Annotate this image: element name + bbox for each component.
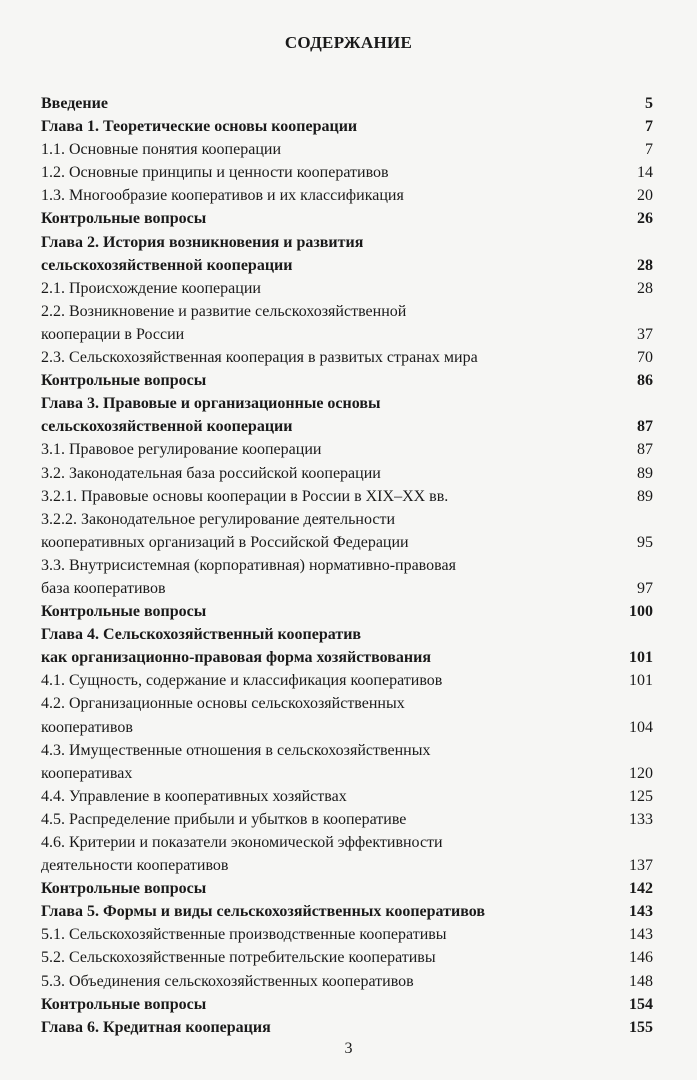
toc-entry xyxy=(41,900,653,923)
toc-entry xyxy=(41,300,653,323)
toc-entry-text: Глава 6. Кредитная кооперация xyxy=(41,1018,271,1036)
toc-entry-page: 7 xyxy=(645,141,653,159)
toc-entry-page: 86 xyxy=(637,372,653,390)
toc-entry xyxy=(41,646,653,669)
toc-entry xyxy=(41,623,653,646)
toc-entry-text: Контрольные вопросы xyxy=(41,880,207,898)
toc-entry xyxy=(41,485,653,508)
toc-entry xyxy=(41,462,653,485)
toc-entry-text: Глава 5. Формы и виды сельскохозяйственных кооперативов xyxy=(41,903,485,921)
toc-entry xyxy=(41,392,653,415)
toc-entry-text: Глава 2. История возникновения и развития xyxy=(41,233,364,251)
toc-entry-page: 14 xyxy=(637,164,653,182)
toc-entry-text: Глава 4. Сельскохозяйственный кооператив xyxy=(41,626,362,644)
toc-entry xyxy=(41,692,653,715)
toc-entry-text: 1.3. Многообразие кооперативов и их классификация xyxy=(41,187,404,205)
toc-entry-text: 1.2. Основные принципы и ценности кооперативов xyxy=(41,164,389,182)
toc-entry xyxy=(41,854,653,877)
toc-entry-text: Глава 1. Теоретические основы кооперации xyxy=(41,118,358,136)
toc-entry-page: 87 xyxy=(637,418,653,436)
toc-entry-page: 89 xyxy=(637,487,653,505)
toc-entry-text: Контрольные вопросы xyxy=(41,372,207,390)
toc-entry xyxy=(41,115,653,138)
toc-entry-page: 148 xyxy=(629,972,653,990)
toc-entry xyxy=(41,161,653,184)
toc-entry-text: кооперативов xyxy=(41,718,133,736)
toc-entry-text: кооперативных организаций в Российской Федерации xyxy=(41,533,409,551)
toc-entry-page: 87 xyxy=(637,441,653,459)
toc-entry-page: 28 xyxy=(637,256,653,274)
toc-entry-text: 2.1. Происхождение кооперации xyxy=(41,279,261,297)
toc-entry-page: 143 xyxy=(629,926,653,944)
toc-entry-page: 101 xyxy=(629,649,653,667)
toc-entry-text: база кооперативов xyxy=(41,579,166,597)
toc-entry-page: 100 xyxy=(629,603,653,621)
toc-entry-text: 2.2. Возникновение и развитие сельскохозяйственной xyxy=(41,302,407,320)
toc-entry-text: 4.6. Критерии и показатели экономической эффективности xyxy=(41,834,443,851)
toc-entry-text: 3.1. Правовое регулирование кооперации xyxy=(41,441,322,459)
toc-entry-text: кооперации в России xyxy=(41,325,185,343)
toc-entry xyxy=(41,577,653,600)
toc-entry-page: 120 xyxy=(629,764,653,782)
toc-entry xyxy=(41,600,653,623)
toc-entry-page: 37 xyxy=(637,325,653,343)
toc-entry-page: 125 xyxy=(629,787,653,805)
toc-entry xyxy=(41,923,653,946)
toc-entry-page: 70 xyxy=(637,349,653,367)
toc-entry xyxy=(41,1016,653,1039)
toc-entry xyxy=(41,739,653,762)
toc-entry-text: сельскохозяйственной кооперации xyxy=(41,418,293,436)
toc-entry-text: Контрольные вопросы xyxy=(41,603,207,621)
toc-entry xyxy=(41,669,653,692)
toc-entry xyxy=(41,92,653,115)
toc-entry xyxy=(41,369,653,392)
toc-entry xyxy=(41,184,653,207)
toc-entry-page: 133 xyxy=(629,810,653,828)
toc-entry xyxy=(41,323,653,346)
toc-entry xyxy=(41,993,653,1016)
toc-entry-text: Глава 3. Правовые и организационные основы xyxy=(41,395,381,413)
toc-entry-text: деятельности кооперативов xyxy=(41,857,229,875)
toc-entry-page: 154 xyxy=(629,995,653,1013)
toc-entry-text: 4.1. Сущность, содержание и классификация кооперативов xyxy=(41,672,443,690)
page-number: 3 xyxy=(344,1040,353,1057)
toc-entry-text: 4.5. Распределение прибыли и убытков в кооперативе xyxy=(41,810,407,828)
toc-entry xyxy=(41,531,653,554)
toc-entry-text: 5.1. Сельскохозяйственные производственные кооперативы xyxy=(41,926,447,944)
toc-entry xyxy=(41,138,653,161)
toc-entry-text: 4.4. Управление в кооперативных хозяйствах xyxy=(41,787,347,805)
toc-entry-text: как организационно-правовая форма хозяйствования xyxy=(41,649,432,667)
toc-entry-text: 1.1. Основные понятия кооперации xyxy=(41,141,281,159)
toc-entry-text: Контрольные вопросы xyxy=(41,995,207,1013)
toc-entry xyxy=(41,831,653,854)
table-of-contents xyxy=(41,92,653,1039)
toc-entry-page: 95 xyxy=(637,533,653,551)
toc-entry xyxy=(41,508,653,531)
toc-entry xyxy=(41,946,653,969)
toc-entry-page: 28 xyxy=(637,279,653,297)
toc-entry xyxy=(41,207,653,230)
toc-entry-page: 101 xyxy=(629,672,653,690)
toc-entry-page: 5 xyxy=(645,95,653,112)
toc-entry-text: 3.3. Внутрисистемная (корпоративная) нормативно-правовая xyxy=(41,556,456,574)
toc-entry-text: 5.3. Объединения сельскохозяйственных кооперативов xyxy=(41,972,414,990)
toc-entry-text: 4.2. Организационные основы сельскохозяйственных xyxy=(41,695,405,713)
toc-entry xyxy=(41,277,653,300)
toc-entry xyxy=(41,877,653,900)
toc-entry xyxy=(41,231,653,254)
toc-entry-page: 97 xyxy=(637,579,653,597)
toc-entry xyxy=(41,762,653,785)
toc-entry-page: 7 xyxy=(645,118,653,136)
toc-entry-page: 137 xyxy=(629,857,653,875)
toc-entry-text: кооперативах xyxy=(41,764,133,782)
toc-entry-text: Введение xyxy=(41,95,108,112)
toc-entry-text: 3.2.1. Правовые основы кооперации в России в XIX–XX вв. xyxy=(41,487,449,505)
toc-entry xyxy=(41,415,653,438)
toc-entry-page: 143 xyxy=(629,903,653,921)
toc-entry-page: 20 xyxy=(637,187,653,205)
toc-entry-page: 155 xyxy=(629,1018,653,1036)
toc-entry-text: 5.2. Сельскохозяйственные потребительские кооперативы xyxy=(41,949,436,967)
toc-entry xyxy=(41,438,653,461)
toc-entry-page: 104 xyxy=(629,718,653,736)
toc-entry xyxy=(41,808,653,831)
toc-entry-page: 26 xyxy=(637,210,653,228)
toc-entry-text: сельскохозяйственной кооперации xyxy=(41,256,293,274)
toc-entry xyxy=(41,254,653,277)
page-title: СОДЕРЖАНИЕ xyxy=(284,33,413,52)
toc-entry-text: 3.2. Законодательная база российской кооперации xyxy=(41,464,381,482)
toc-entry-page: 146 xyxy=(629,949,653,967)
toc-entry xyxy=(41,970,653,993)
toc-entry-page: 142 xyxy=(629,880,653,898)
toc-entry-text: 3.2.2. Законодательное регулирование деятельности xyxy=(41,510,396,528)
toc-entry-text: 2.3. Сельскохозяйственная кооперация в развитых странах мира xyxy=(41,349,478,367)
toc-entry-text: Контрольные вопросы xyxy=(41,210,207,228)
toc-entry-text: 4.3. Имущественные отношения в сельскохозяйственных xyxy=(41,741,431,759)
toc-entry xyxy=(41,785,653,808)
toc-entry-page: 89 xyxy=(637,464,653,482)
toc-entry xyxy=(41,554,653,577)
toc-entry xyxy=(41,716,653,739)
toc-entry xyxy=(41,346,653,369)
